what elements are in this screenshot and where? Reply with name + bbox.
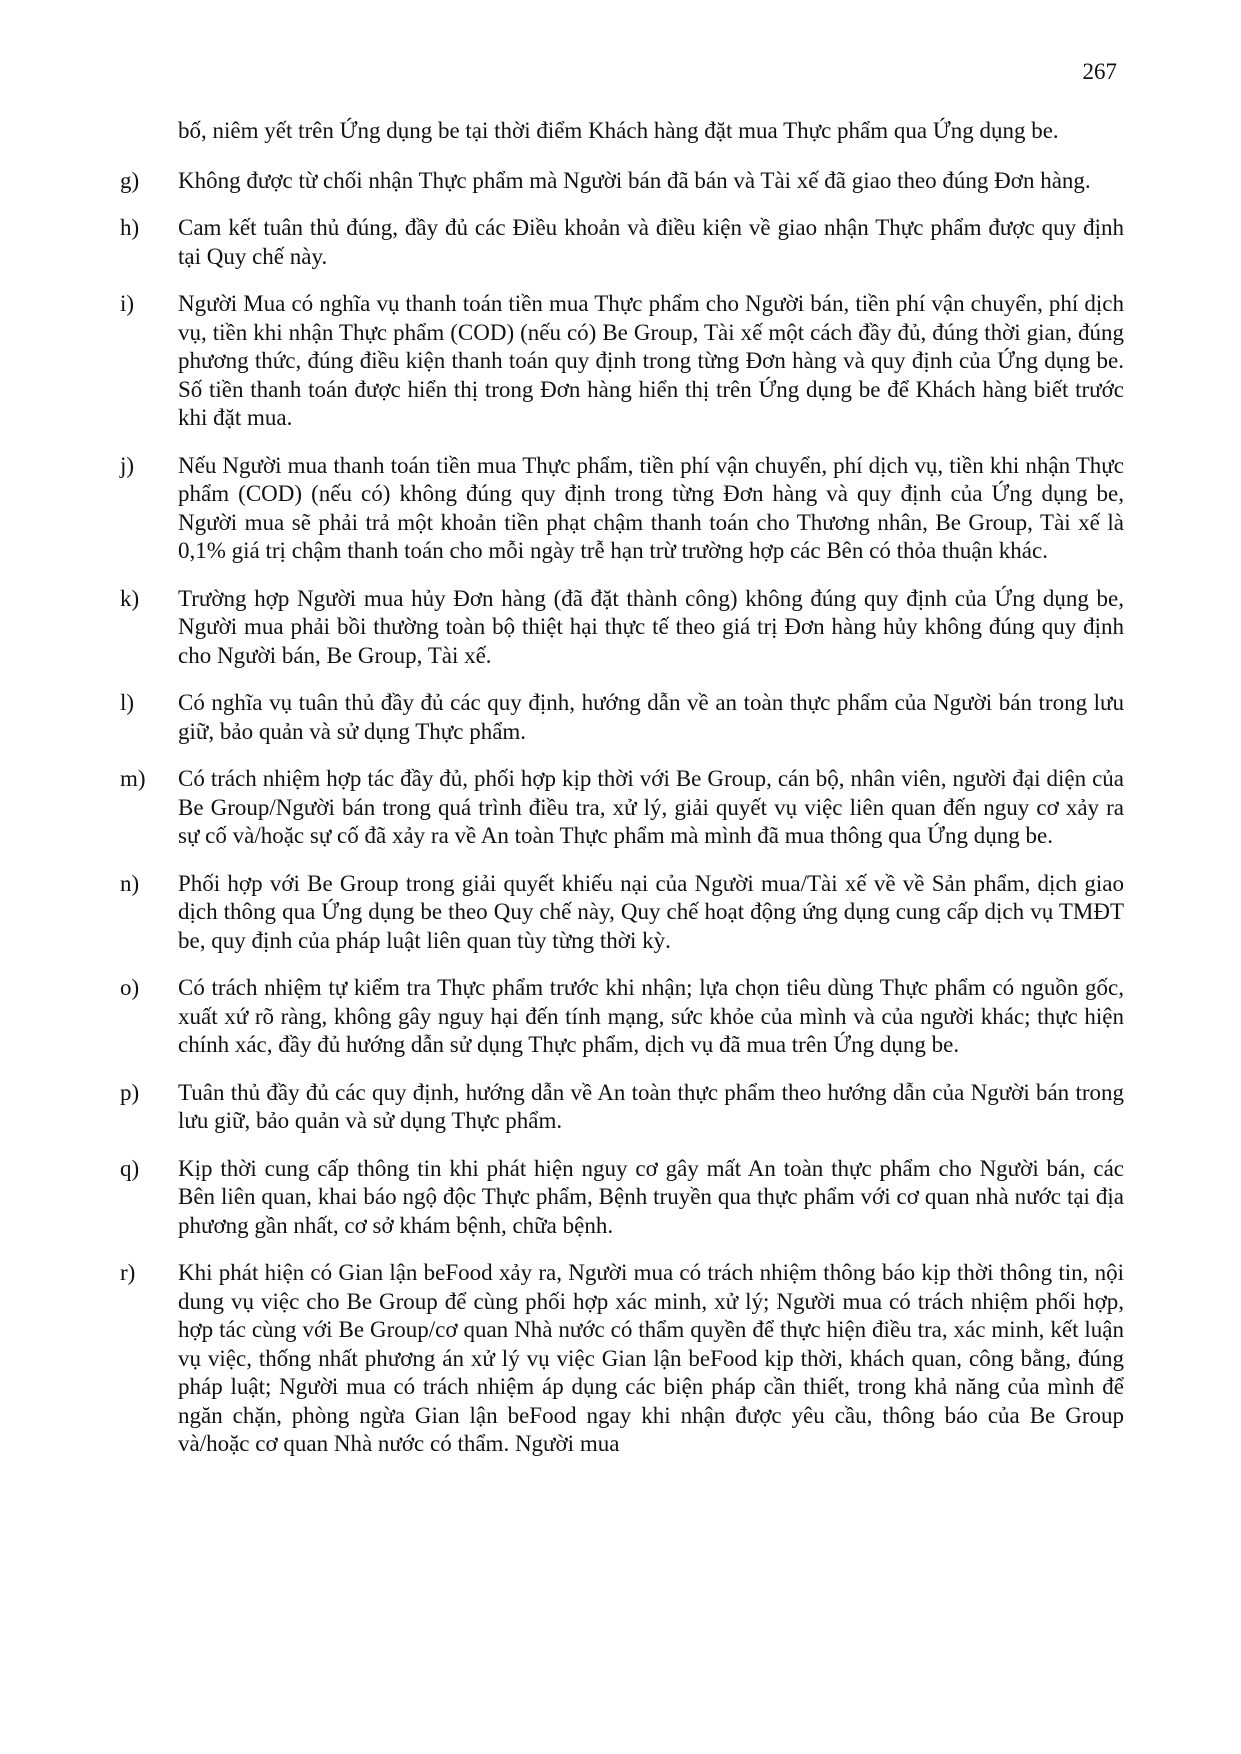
list-item-text: Kịp thời cung cấp thông tin khi phát hiện nguy cơ gây mất An toàn thực phẩm cho Người bán, các Bên liên quan, khai báo ngộ độc Thực phẩm, Bệnh truyền qua thực phẩm với cơ quan nhà nước tại địa phương gần nhất, cơ sở khám bệnh, chữa bệnh. bbox=[178, 1155, 1124, 1238]
list-marker: q) bbox=[120, 1155, 140, 1181]
list-item-q bbox=[120, 1155, 1124, 1241]
list-marker: n) bbox=[120, 870, 140, 896]
page-number: 267 bbox=[1082, 59, 1117, 84]
list-item-text: Có nghĩa vụ tuân thủ đầy đủ các quy định, hướng dẫn về an toàn thực phẩm của Người bán trong lưu giữ, bảo quản và sử dụng Thực phẩm. bbox=[178, 690, 1124, 744]
list-marker: m) bbox=[120, 766, 146, 791]
list-item-r bbox=[120, 1259, 1124, 1459]
list-item-text: Khi phát hiện có Gian lận beFood xảy ra, Người mua có trách nhiệm thông báo kịp thời thông tin, nội dung vụ việc cho Be Group để cùng phối hợp xác minh, xử lý; Người mua có trách nhiệm phối hợp, hợp tác cùng với Be Group/cơ quan Nhà nước có thẩm quyền để thực hiện điều tra, xác minh, kết luận vụ việc, thống nhất phương án xử lý vụ việc Gian lận beFood kịp thời, khách quan, công bằng, đúng pháp luật; Người mua có trách nhiệm áp dụng các biện pháp cần thiết, trong khả năng của mình để ngăn chặn, phòng ngừa Gian lận beFood ngay khi nhận được yêu cầu, thông báo của Be Group và/hoặc cơ quan Nhà nước có thẩm. Người mua bbox=[178, 1260, 1124, 1456]
list-item-o bbox=[120, 974, 1124, 1060]
list-marker: o) bbox=[120, 975, 140, 1000]
list-marker: l) bbox=[120, 690, 135, 715]
continued-paragraph: bố, niêm yết trên Ứng dụng be tại thời điểm Khách hàng đặt mua Thực phẩm qua Ứng dụng be. bbox=[178, 118, 1059, 143]
list-marker: p) bbox=[120, 1079, 140, 1105]
list-item-text: Trường hợp Người mua hủy Đơn hàng (đã đặt thành công) không đúng quy định của Ứng dụng be, Người mua phải bồi thường toàn bộ thiệt hại thực tế theo giá trị Đơn hàng hủy không đúng quy định cho Người bán, Be Group, Tài xế. bbox=[178, 585, 1124, 668]
list-item-text: Không được từ chối nhận Thực phẩm mà Người bán đã bán và Tài xế đã giao theo đúng Đơn hàng. bbox=[178, 167, 1091, 193]
list-marker: k) bbox=[120, 585, 140, 611]
list-item-text: Có trách nhiệm hợp tác đầy đủ, phối hợp kịp thời với Be Group, cán bộ, nhân viên, người đại diện của Be Group/Người bán trong quá trình điều tra, xử lý, giải quyết vụ việc liên quan đến nguy cơ xảy ra sự cố và/hoặc sự cố đã xảy ra về An toàn Thực phẩm mà mình đã mua thông qua Ứng dụng be. bbox=[178, 766, 1124, 848]
list-item-i bbox=[120, 290, 1124, 433]
list-item-h bbox=[120, 214, 1124, 271]
list-marker: i) bbox=[120, 291, 135, 316]
list-item-k bbox=[120, 585, 1124, 671]
list-item-g bbox=[120, 167, 1124, 196]
list-item-p bbox=[120, 1079, 1124, 1136]
list-item-text: Cam kết tuân thủ đúng, đầy đủ các Điều khoản và điều kiện về giao nhận Thực phẩm được quy định tại Quy chế này. bbox=[178, 215, 1124, 269]
list-item-l bbox=[120, 689, 1124, 746]
list-marker: j) bbox=[120, 452, 135, 478]
list-item-text: Tuân thủ đầy đủ các quy định, hướng dẫn về An toàn thực phẩm theo hướng dẫn của Người bán trong lưu giữ, bảo quản và sử dụng Thực phẩm. bbox=[178, 1079, 1124, 1133]
list-item-text: Người Mua có nghĩa vụ thanh toán tiền mua Thực phẩm cho Người bán, tiền phí vận chuyển, phí dịch vụ, tiền khi nhận Thực phẩm (COD) (nếu có) Be Group, Tài xế một cách đầy đủ, đúng thời gian, đúng phương thức, đúng điều kiện thanh toán quy định trong từng Đơn hàng và quy định của Ứng dụng be. Số tiền thanh toán được hiển thị trong Đơn hàng hiển thị trên Ứng dụng be để Khách hàng biết trước khi đặt mua. bbox=[178, 291, 1124, 430]
list-item-text: Nếu Người mua thanh toán tiền mua Thực phẩm, tiền phí vận chuyển, phí dịch vụ, tiền khi nhận Thực phẩm (COD) (nếu có) không đúng quy định trong từng Đơn hàng và quy định của Ứng dụng be, Người mua sẽ phải trả một khoản tiền phạt chậm thanh toán cho Thương nhân, Be Group, Tài xế là 0,1% giá trị chậm thanh toán cho mỗi ngày trễ hạn trừ trường hợp các Bên có thỏa thuận khác. bbox=[178, 452, 1124, 563]
list-marker: r) bbox=[120, 1260, 136, 1285]
list-item-j bbox=[120, 452, 1124, 566]
list-item-text: Có trách nhiệm tự kiểm tra Thực phẩm trước khi nhận; lựa chọn tiêu dùng Thực phẩm có nguồn gốc, xuất xứ rõ ràng, không gây nguy hại đến tính mạng, sức khỏe của mình và của người khác; thực hiện chính xác, đầy đủ hướng dẫn sử dụng Thực phẩm, dịch vụ đã mua trên Ứng dụng be. bbox=[178, 975, 1124, 1057]
list-item-m bbox=[120, 765, 1124, 851]
document-body bbox=[120, 117, 1124, 1478]
list-marker: g) bbox=[120, 167, 140, 193]
list-item-text: Phối hợp với Be Group trong giải quyết khiếu nại của Người mua/Tài xế về về Sản phẩm, dịch giao dịch thông qua Ứng dụng be theo Quy chế này, Quy chế hoạt động ứng dụng cung cấp dịch vụ TMĐT be, quy định của pháp luật liên quan tùy từng thời kỳ. bbox=[178, 870, 1124, 953]
list-marker: h) bbox=[120, 215, 140, 240]
list-item-n bbox=[120, 870, 1124, 956]
